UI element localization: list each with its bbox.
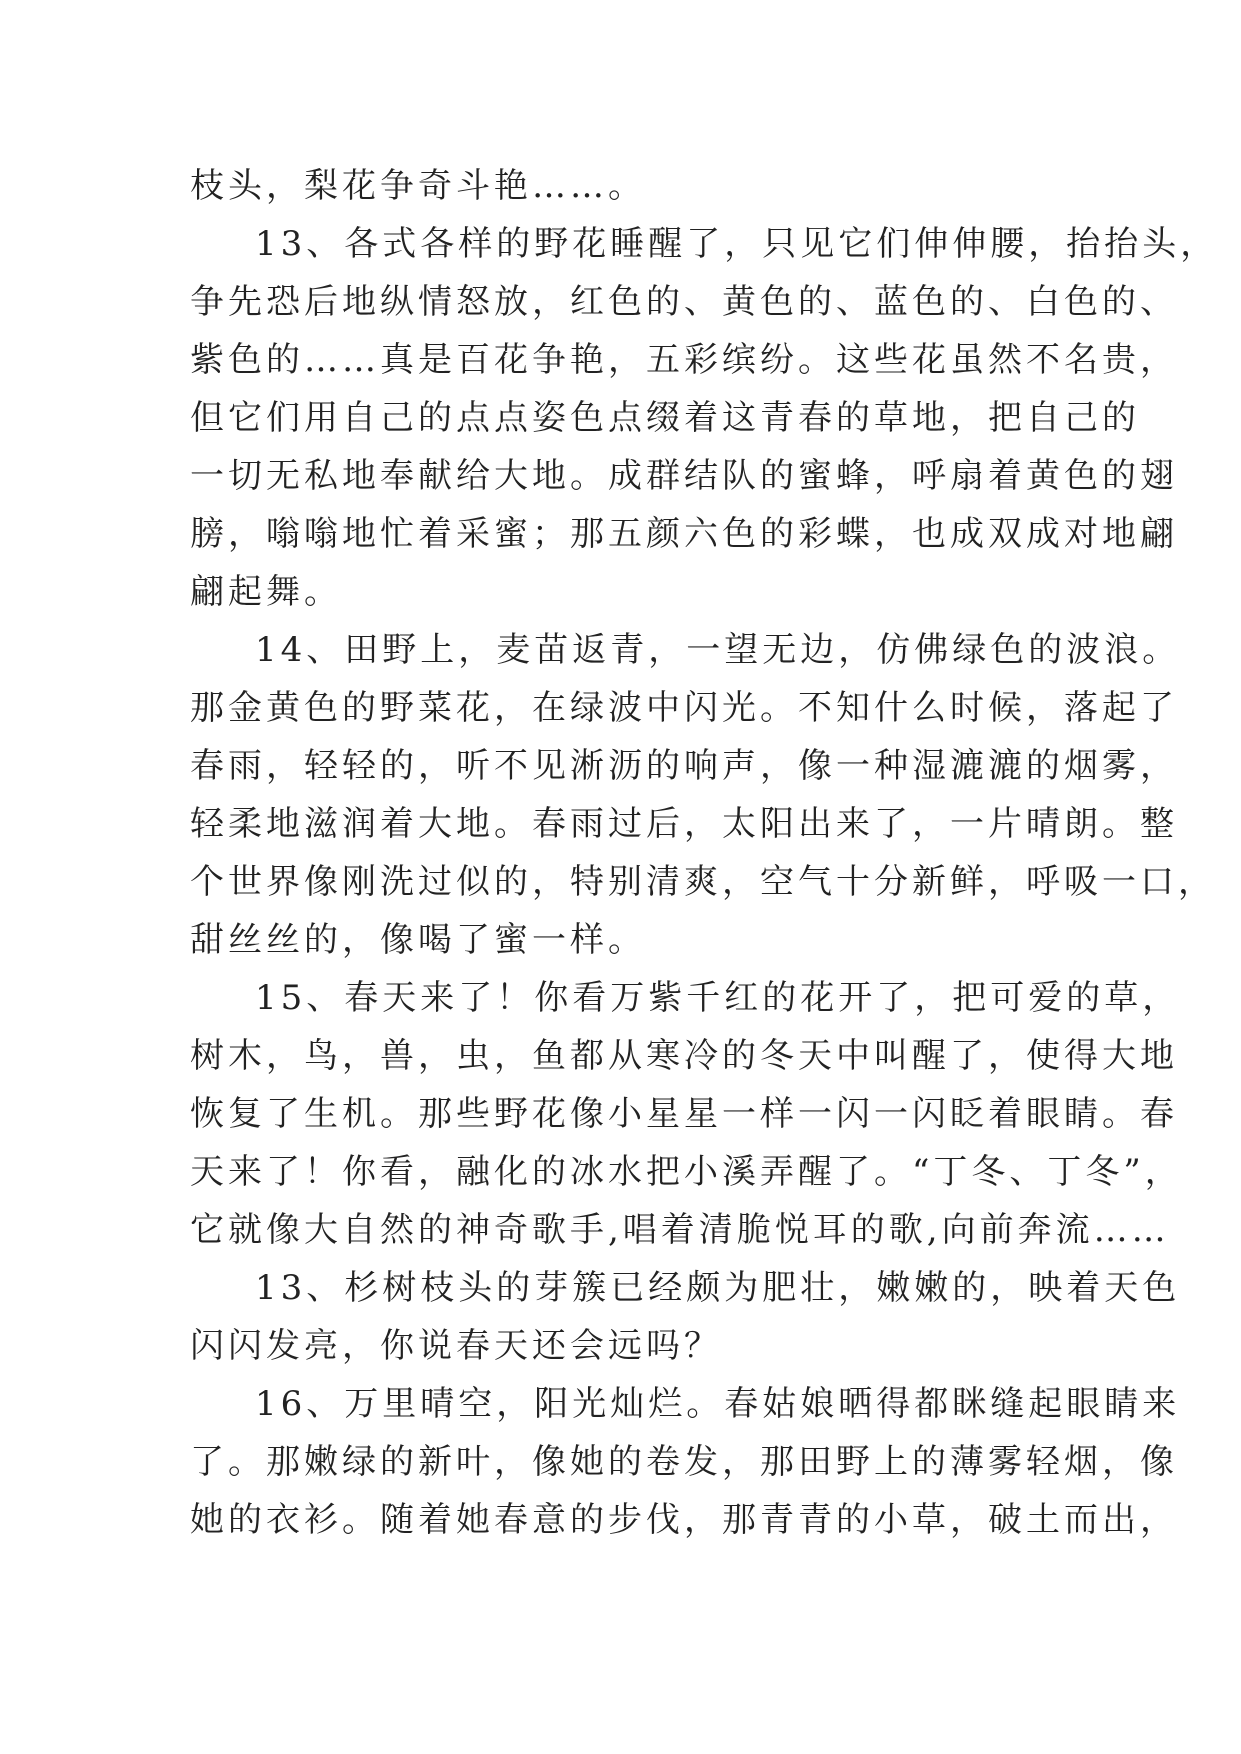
- text-line: 它就像大自然的神奇歌手,唱着清脆悦耳的歌,向前奔流……: [190, 1210, 1170, 1250]
- text-line: 一切无私地奉献给大地。成群结队的蜜蜂，呼扇着黄色的翅: [190, 456, 1178, 496]
- paragraph-13b-start: 13、杉树枝头的芽簇已经颇为肥壮，嫩嫩的，映着天色: [255, 1268, 1181, 1308]
- text-line: 膀，嗡嗡地忙着采蜜；那五颜六色的彩蝶，也成双成对地翩: [190, 514, 1178, 554]
- text-line: 她的衣衫。随着她春意的步伐，那青青的小草，破土而出，: [190, 1500, 1178, 1540]
- text-line: 树木，鸟，兽，虫，鱼都从寒冷的冬天中叫醒了，使得大地: [190, 1036, 1178, 1076]
- text-line: 甜丝丝的，像喝了蜜一样。: [190, 920, 646, 960]
- text-line: 那金黄色的野菜花，在绿波中闪光。不知什么时候，落起了: [190, 688, 1178, 728]
- text-line: 翩起舞。: [190, 572, 342, 612]
- text-line: 轻柔地滋润着大地。春雨过后，太阳出来了，一片晴朗。整: [190, 804, 1178, 844]
- paragraph-15-start: 15、春天来了！你看万紫千红的花开了，把可爱的草，: [255, 978, 1181, 1018]
- text-line: 天来了！你看，融化的冰水把小溪弄醒了。“丁冬、丁冬”，: [190, 1152, 1183, 1192]
- text-line: 枝头，梨花争奇斗艳……。: [190, 166, 646, 206]
- paragraph-13-start: 13、各式各样的野花睡醒了，只见它们伸伸腰，抬抬头，: [255, 224, 1219, 264]
- text-line: 紫色的……真是百花争艳，五彩缤纷。这些花虽然不名贵，: [190, 340, 1178, 380]
- paragraph-14-start: 14、田野上，麦苗返青，一望无边，仿佛绿色的波浪。: [255, 630, 1181, 670]
- text-line: 闪闪发亮，你说春天还会远吗？: [190, 1326, 722, 1366]
- text-line: 春雨，轻轻的，听不见淅沥的响声，像一种湿漉漉的烟雾，: [190, 746, 1178, 786]
- text-line: 但它们用自己的点点姿色点缀着这青春的草地，把自己的: [190, 398, 1140, 438]
- paragraph-16-start: 16、万里晴空，阳光灿烂。春姑娘晒得都眯缝起眼睛来: [255, 1384, 1181, 1424]
- text-line: 了。那嫩绿的新叶，像她的卷发，那田野上的薄雾轻烟，像: [190, 1442, 1178, 1482]
- text-line: 争先恐后地纵情怒放，红色的、黄色的、蓝色的、白色的、: [190, 282, 1178, 322]
- text-line: 个世界像刚洗过似的，特别清爽，空气十分新鲜，呼吸一口，: [190, 862, 1216, 902]
- text-line: 恢复了生机。那些野花像小星星一样一闪一闪眨着眼睛。春: [190, 1094, 1178, 1134]
